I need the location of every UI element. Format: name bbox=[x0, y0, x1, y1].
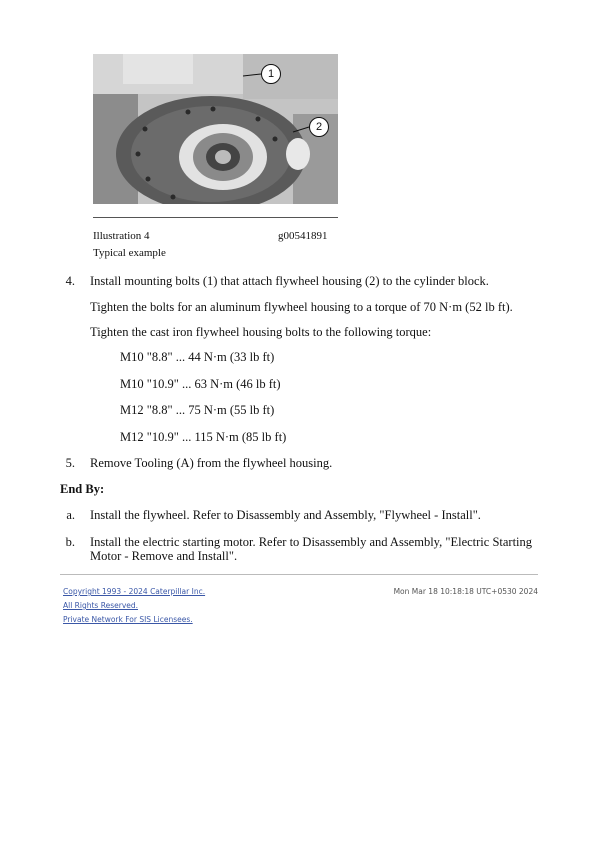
callout-2: 2 bbox=[309, 117, 329, 137]
rights-link[interactable]: All Rights Reserved. bbox=[63, 601, 139, 610]
torque-spec: M12 "8.8" ... 75 N·m (55 lb ft) bbox=[120, 403, 275, 417]
step-text: Remove Tooling (A) from the flywheel housing. bbox=[90, 456, 333, 470]
item-text-line-2: Motor - Remove and Install". bbox=[90, 549, 238, 563]
item-letter: b. bbox=[65, 535, 75, 549]
end-by-heading: End By: bbox=[60, 482, 105, 496]
step-number: 5. bbox=[65, 456, 75, 470]
step-number: 4. bbox=[65, 274, 75, 288]
step-text: Install mounting bolts (1) that attach flywheel housing (2) to the cylinder block. bbox=[90, 274, 489, 288]
copyright-link[interactable]: Copyright 1993 - 2024 Caterpillar Inc. bbox=[63, 587, 206, 596]
cast-iron-torque-note: Tighten the cast iron flywheel housing bolts to the following torque: bbox=[90, 325, 432, 339]
item-text: Install the flywheel. Refer to Disassembly and Assembly, "Flywheel - Install". bbox=[90, 508, 481, 522]
torque-spec: M12 "10.9" ... 115 N·m (85 lb ft) bbox=[120, 430, 287, 444]
illustration-divider bbox=[93, 217, 338, 218]
item-text-line-1: Install the electric starting motor. Refer to Disassembly and Assembly, "Electric Starting bbox=[90, 535, 533, 549]
footer-divider bbox=[60, 574, 538, 575]
torque-spec: M10 "8.8" ... 44 N·m (33 lb ft) bbox=[120, 350, 275, 364]
illustration-label: Illustration 4 bbox=[93, 230, 150, 242]
illustration-caption: Typical example bbox=[93, 247, 166, 259]
aluminum-torque-note: Tighten the bolts for an aluminum flywheel housing to a torque of 70 N·m (52 lb ft). bbox=[90, 300, 513, 314]
footer-timestamp: Mon Mar 18 10:18:18 UTC+0530 2024 bbox=[393, 587, 538, 596]
illustration-code: g00541891 bbox=[278, 230, 328, 242]
callout-1: 1 bbox=[261, 64, 281, 84]
private-network-link[interactable]: Private Network For SIS Licensees. bbox=[63, 615, 193, 624]
illustration-image bbox=[93, 54, 338, 204]
torque-spec: M10 "10.9" ... 63 N·m (46 lb ft) bbox=[120, 377, 281, 391]
item-letter: a. bbox=[66, 508, 75, 522]
